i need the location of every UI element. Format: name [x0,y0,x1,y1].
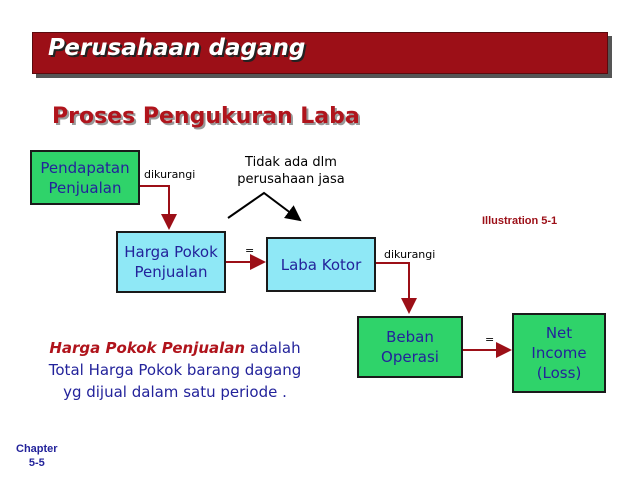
slide-subtitle: Proses Pengukuran Laba [52,104,360,129]
slide-title: Perusahaan dagang [48,35,306,61]
description [40,337,310,403]
description-highlight: Harga Pokok Penjualan [49,339,246,357]
label-equals-1: = [245,244,255,257]
box-net-income [512,313,606,393]
label-dikurangi-1: dikurangi [144,168,196,181]
box-beban-operasi [357,316,463,378]
box-pendapatan-penjualan [30,150,140,205]
label-dikurangi-2: dikurangi [384,248,436,261]
arrow-pendapatan-harga [138,186,169,228]
box-harga-pokok-label: Harga Pokok Penjualan [124,243,218,281]
box-net-income-label: Net Income (Loss) [531,324,587,382]
box-laba-kotor [266,237,376,292]
arrow-laba-beban [372,263,409,312]
label-equals-2: = [485,333,495,346]
arrow-bypass [228,193,300,220]
box-beban-label: Beban Operasi [381,328,439,366]
box-laba-kotor-label: Laba Kotor [280,255,362,274]
box-pendapatan-label: Pendapatan Penjualan [40,158,130,197]
box-harga-pokok [116,231,226,293]
illustration-label: Illustration 5-1 [482,215,558,227]
chapter-label: Chapter 5-5 [16,443,58,469]
note-jasa: Tidak ada dlm perusahaan jasa [237,155,345,187]
description-rest: adalah Total Harga Pokok barang dagang yg dijual dalam satu periode . [48,339,302,401]
